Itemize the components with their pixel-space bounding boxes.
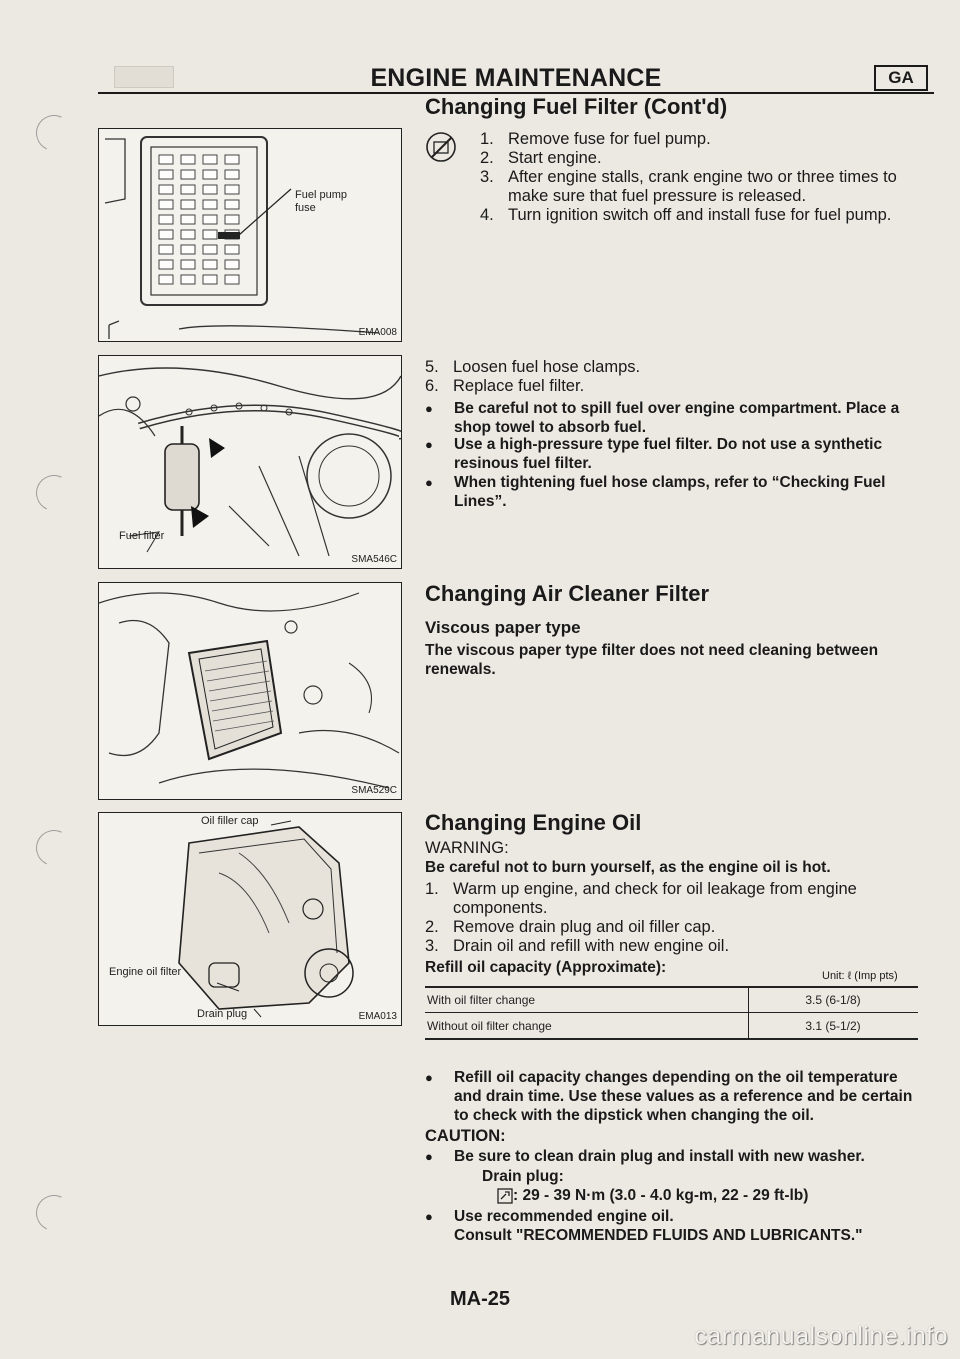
engine-drawing: [99, 813, 401, 1025]
binder-hole: [31, 1190, 77, 1236]
figure-code: SMA546C: [351, 554, 397, 565]
engine-oil-heading: Changing Engine Oil: [425, 810, 642, 835]
engine-oil-figure: [98, 812, 402, 1026]
unit-label: Unit: ℓ (Imp pts): [822, 970, 898, 982]
binder-hole: [31, 470, 77, 516]
drain-plug-callout: Drain plug: [197, 1008, 248, 1020]
caution-label: CAUTION:: [425, 1127, 506, 1145]
binder-hole: [31, 825, 77, 871]
air-cleaner-subheading: Viscous paper type: [425, 618, 581, 637]
drain-plug-torque: : 29 - 39 N·m (3.0 - 4.0 kg-m, 22 - 29 ft-lb): [513, 1187, 809, 1204]
page-number: MA-25: [449, 1288, 510, 1310]
warning-text: Be careful not to burn yourself, as the engine oil is hot.: [425, 859, 831, 876]
table-cell: 3.5 (6-1/8): [805, 993, 861, 1007]
air-cleaner-drawing: [99, 583, 401, 799]
air-cleaner-heading: Changing Air Cleaner Filter: [425, 581, 710, 606]
consult-fluids-text: Consult "RECOMMENDED FLUIDS AND LUBRICANTS.": [454, 1227, 863, 1244]
torque-wrench-icon: [497, 1188, 513, 1204]
fuel-pump-fuse-callout: Fuel pump fuse: [295, 189, 347, 215]
fuse-box-drawing: [99, 129, 401, 341]
table-cell: 3.1 (5-1/2): [805, 1019, 861, 1033]
figure-code: EMA013: [358, 1011, 397, 1022]
watermark: carmanualsonline.info: [694, 1322, 948, 1350]
fuel-filter-heading: Changing Fuel Filter (Cont'd): [425, 94, 728, 119]
air-cleaner-text: The viscous paper type filter does not need cleaning between renewals.: [425, 642, 879, 678]
section-tag: GA: [874, 65, 928, 91]
table-cell: With oil filter change: [427, 993, 536, 1007]
page-header: [98, 62, 934, 94]
table-cell: Without oil filter change: [427, 1019, 552, 1033]
fuel-filter-figure: [98, 355, 402, 569]
caution-symbol-icon: [424, 130, 458, 164]
engine-oil-filter-callout: Engine oil filter: [109, 966, 182, 978]
figure-code: EMA008: [358, 327, 397, 338]
warning-label: WARNING:: [425, 839, 509, 857]
binder-hole: [31, 110, 77, 156]
fuse-box-figure: [98, 128, 402, 342]
figure-code: SMA529C: [351, 785, 397, 796]
capacity-label: Refill oil capacity (Approximate):: [425, 959, 667, 976]
fuel-filter-callout: Fuel filter: [119, 530, 165, 542]
page-title: ENGINE MAINTENANCE: [370, 64, 662, 92]
air-cleaner-figure: [98, 582, 402, 800]
oil-filler-cap-callout: Oil filler cap: [201, 815, 259, 827]
drain-plug-label: Drain plug:: [482, 1168, 564, 1185]
